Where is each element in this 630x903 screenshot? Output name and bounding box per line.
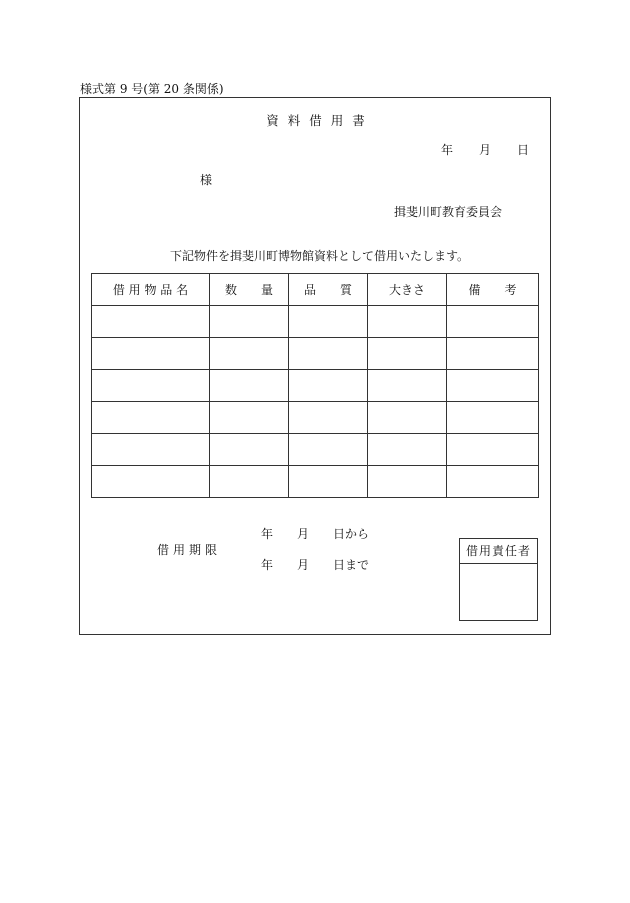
issue-date bbox=[441, 141, 529, 158]
cell-item-name[interactable] bbox=[92, 434, 210, 466]
cell-size[interactable] bbox=[368, 466, 447, 498]
cell-size[interactable] bbox=[368, 370, 447, 402]
items-table-header-row bbox=[92, 274, 539, 306]
cell-quantity[interactable] bbox=[210, 434, 289, 466]
cell-quality[interactable] bbox=[289, 434, 368, 466]
to-month-label: 月 bbox=[297, 558, 310, 572]
cell-quality[interactable] bbox=[289, 338, 368, 370]
table-row bbox=[92, 370, 539, 402]
loan-period-from bbox=[261, 525, 369, 542]
responsible-person-label: 借用責任者 bbox=[460, 539, 537, 564]
cell-remarks[interactable] bbox=[447, 434, 539, 466]
from-month-label: 月 bbox=[297, 527, 310, 541]
to-year-label: 年 bbox=[261, 558, 274, 572]
loan-period-to bbox=[261, 556, 369, 573]
form-number: 様式第 9 号(第 20 条関係) bbox=[80, 82, 224, 96]
cell-remarks[interactable] bbox=[447, 402, 539, 434]
responsible-person-box bbox=[459, 538, 538, 621]
cell-quality[interactable] bbox=[289, 306, 368, 338]
cell-size[interactable] bbox=[368, 306, 447, 338]
cell-quality[interactable] bbox=[289, 370, 368, 402]
cell-quantity[interactable] bbox=[210, 338, 289, 370]
table-row bbox=[92, 306, 539, 338]
cell-remarks[interactable] bbox=[447, 466, 539, 498]
cell-quality[interactable] bbox=[289, 466, 368, 498]
to-day-label: 日まで bbox=[333, 558, 370, 572]
date-month-label: 月 bbox=[479, 143, 492, 157]
responsible-person-field[interactable] bbox=[460, 564, 537, 620]
table-row bbox=[92, 402, 539, 434]
cell-quantity[interactable] bbox=[210, 370, 289, 402]
table-row bbox=[92, 338, 539, 370]
header-size: 大きさ bbox=[368, 274, 447, 306]
document-title: 資料借用書 bbox=[266, 113, 374, 128]
cell-quality[interactable] bbox=[289, 402, 368, 434]
header-item-name: 借 用 物 品 名 bbox=[92, 274, 210, 306]
addressee-honorific: 様 bbox=[200, 173, 213, 187]
date-day-label: 日 bbox=[517, 143, 530, 157]
cell-quantity[interactable] bbox=[210, 402, 289, 434]
cell-item-name[interactable] bbox=[92, 370, 210, 402]
from-year-label: 年 bbox=[261, 527, 274, 541]
header-remarks: 備 考 bbox=[447, 274, 539, 306]
table-row bbox=[92, 466, 539, 498]
cell-remarks[interactable] bbox=[447, 370, 539, 402]
cell-size[interactable] bbox=[368, 402, 447, 434]
cell-remarks[interactable] bbox=[447, 306, 539, 338]
header-quantity: 数 量 bbox=[210, 274, 289, 306]
loan-period-label: 借用期限 bbox=[157, 543, 222, 557]
table-row bbox=[92, 434, 539, 466]
cell-quantity[interactable] bbox=[210, 306, 289, 338]
from-day-label: 日から bbox=[333, 527, 370, 541]
issuer-name: 揖斐川町教育委員会 bbox=[394, 205, 503, 219]
cell-size[interactable] bbox=[368, 338, 447, 370]
cell-size[interactable] bbox=[368, 434, 447, 466]
cell-remarks[interactable] bbox=[447, 338, 539, 370]
items-table bbox=[91, 273, 539, 498]
loan-statement: 下記物件を揖斐川町博物館資料として借用いたします。 bbox=[170, 249, 470, 263]
date-year-label: 年 bbox=[441, 143, 454, 157]
header-quality: 品 質 bbox=[289, 274, 368, 306]
cell-item-name[interactable] bbox=[92, 402, 210, 434]
cell-item-name[interactable] bbox=[92, 466, 210, 498]
cell-quantity[interactable] bbox=[210, 466, 289, 498]
cell-item-name[interactable] bbox=[92, 306, 210, 338]
cell-item-name[interactable] bbox=[92, 338, 210, 370]
